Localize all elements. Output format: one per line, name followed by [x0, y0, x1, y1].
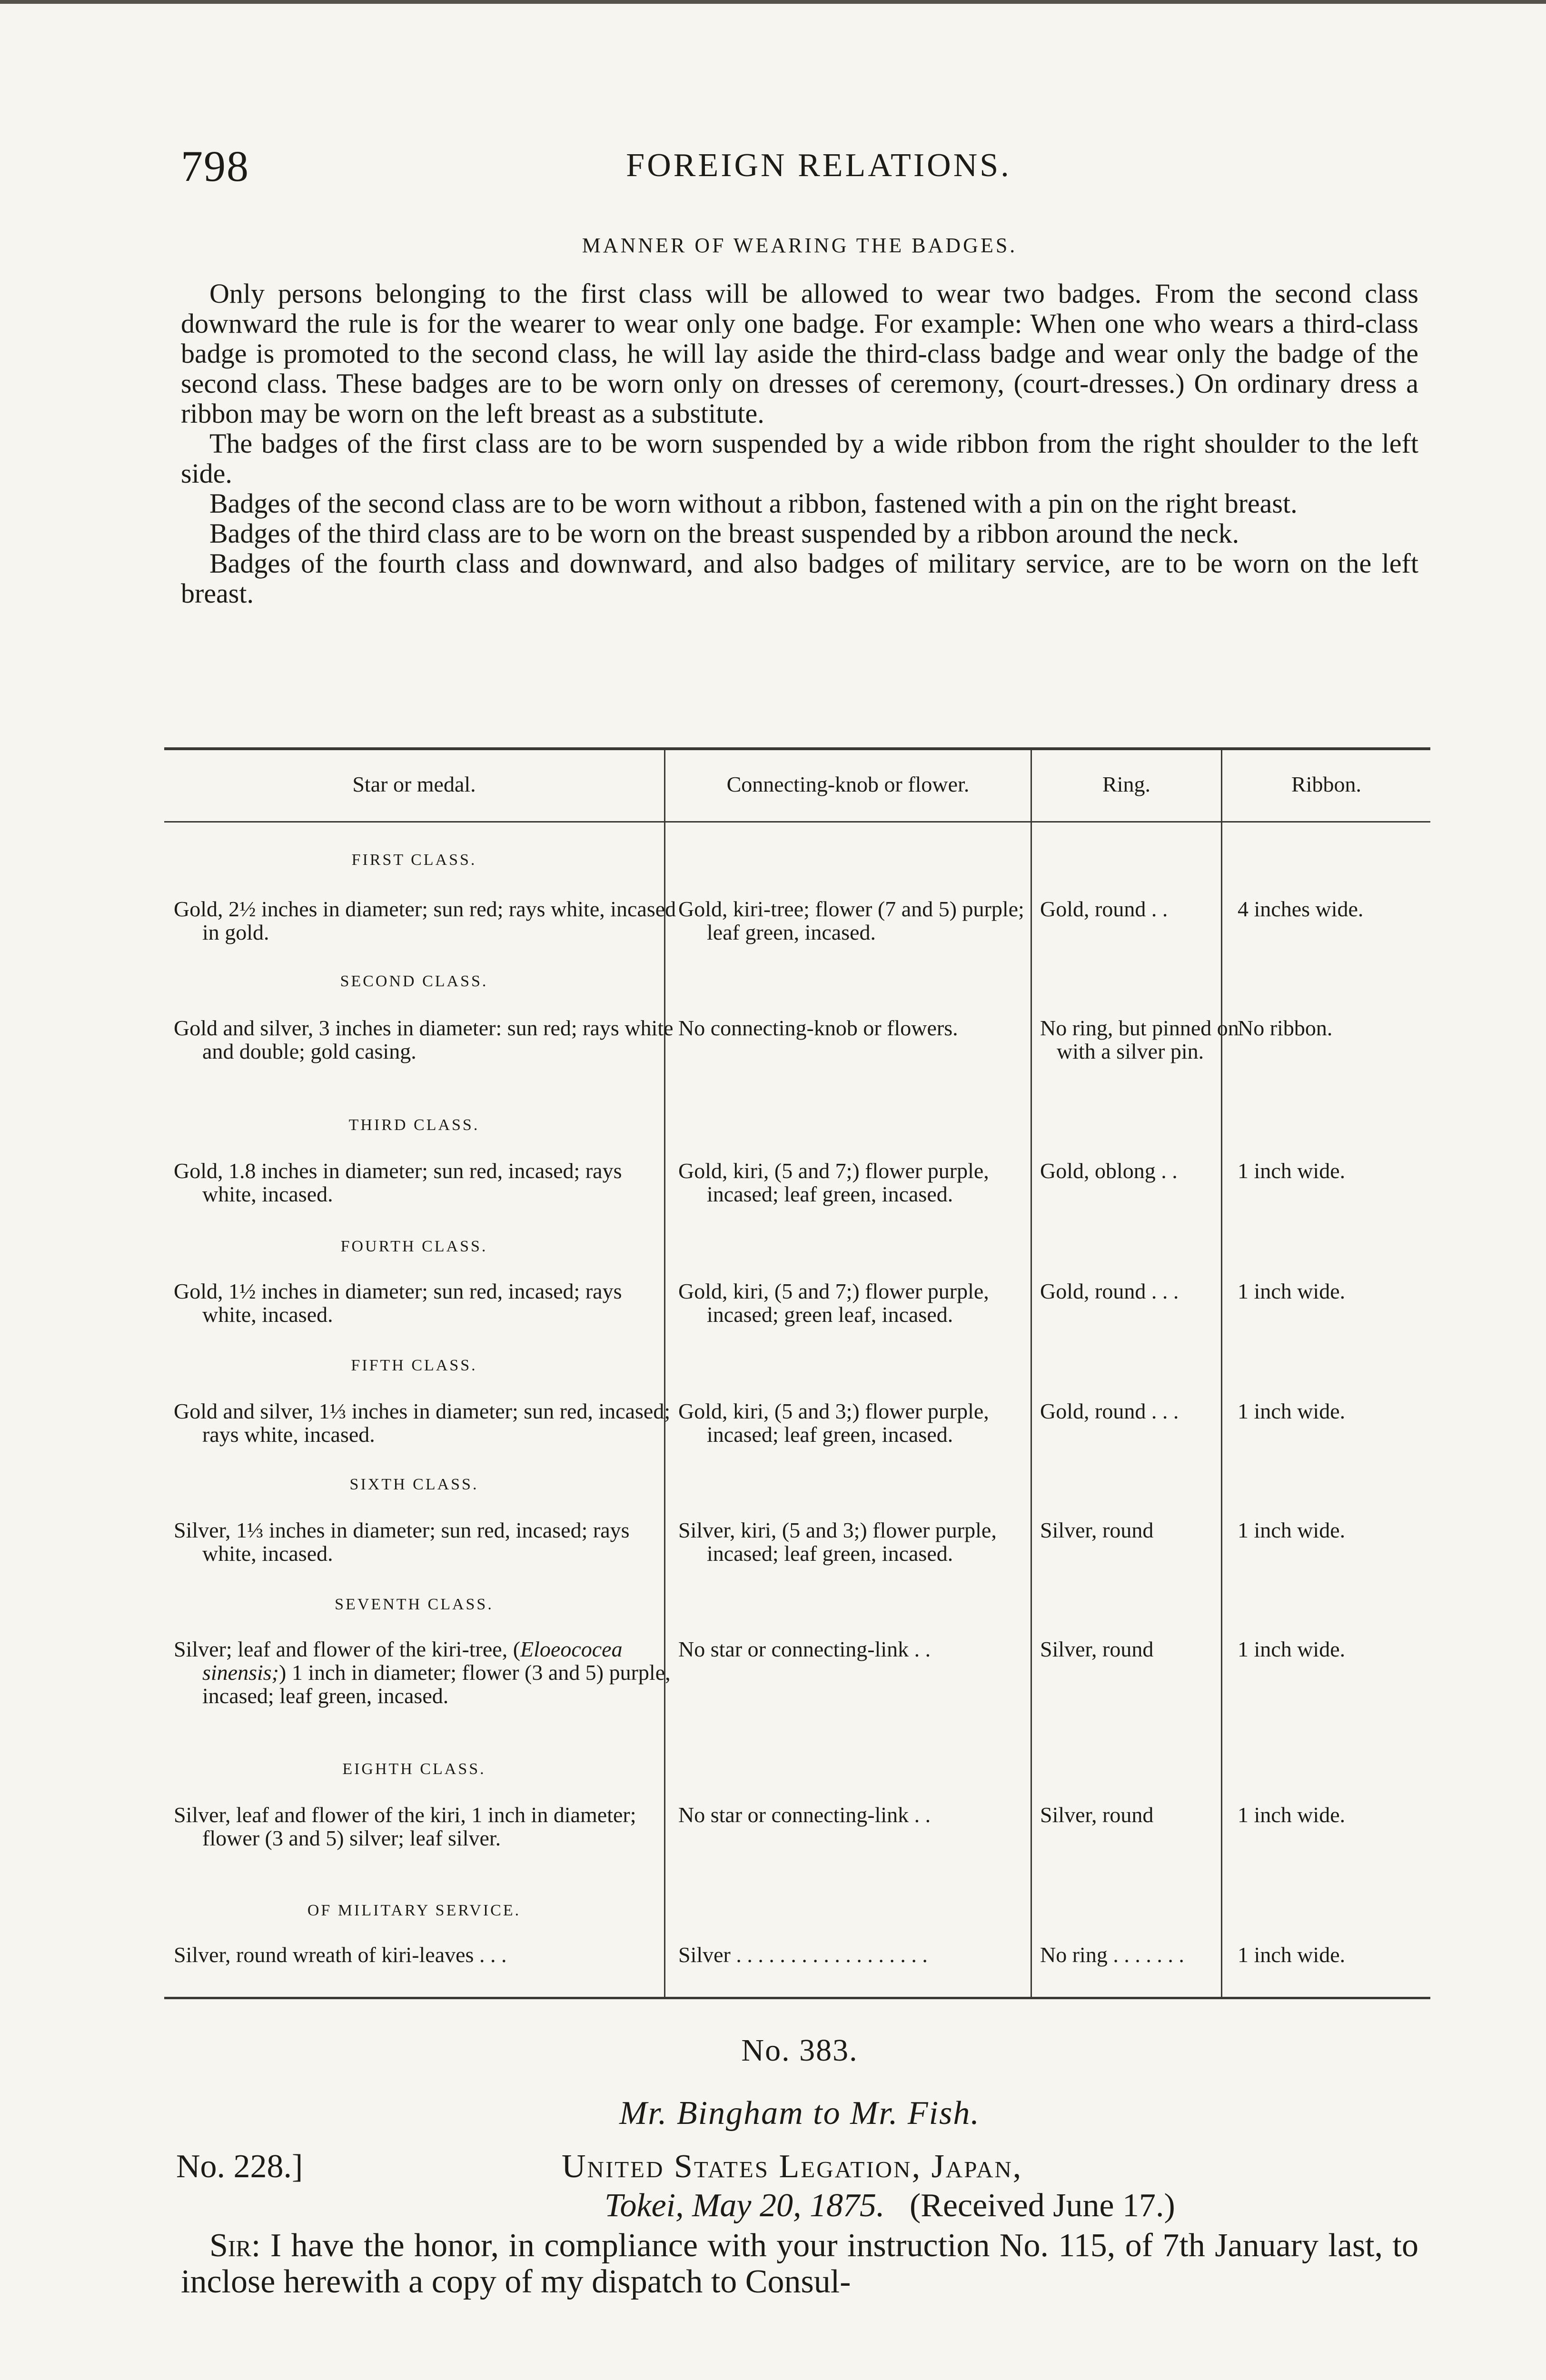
badge-table: [164, 747, 1430, 2009]
ring-cell: No ring, but pinned on with a silver pin.: [1040, 1016, 1239, 1063]
ring-cell: Gold, round . . .: [1040, 1399, 1179, 1423]
ring-cell: Silver, round: [1040, 1518, 1154, 1542]
table-header-rule: [164, 821, 1430, 823]
ribbon-cell: 1 inch wide.: [1238, 1399, 1346, 1423]
star-cell: Silver, round wreath of kiri-leaves . . .: [174, 1943, 507, 1967]
ring-cell: Silver, round: [1040, 1803, 1154, 1827]
star-cell: Gold and silver, 3 inches in diameter: sun red; rays white and double; gold casing.: [174, 1016, 674, 1063]
ribbon-cell: 1 inch wide.: [1238, 1637, 1346, 1661]
class-label: FIFTH CLASS.: [351, 1357, 477, 1374]
star-cell: Gold, 1½ inches in diameter; sun red, incased; rays white, incased.: [174, 1279, 622, 1327]
ring-cell: No ring . . . . . . .: [1040, 1943, 1184, 1967]
knob-cell: Silver . . . . . . . . . . . . . . . . . .: [678, 1943, 928, 1967]
body-paragraph: The badges of the first class are to be worn suspended by a wide ribbon from the right shoulder to the left side.: [181, 428, 1418, 489]
body-text: [181, 278, 1418, 608]
body-paragraph: Badges of the fourth class and downward, and also badges of military service, are to be worn on the left breast.: [181, 548, 1418, 609]
page-number: 798: [181, 142, 249, 190]
letter-title: Mr. Bingham to Mr. Fish.: [619, 2095, 980, 2132]
ribbon-cell: 1 inch wide.: [1238, 1803, 1346, 1827]
running-head: FOREIGN RELATIONS.: [626, 147, 1011, 184]
body-paragraph: Only persons belonging to the first class will be allowed to wear two badges. From the second class downward the rule is for the wearer to wear only one badge. For example: When one who wears a third-class badge is promoted to the second class, he will lay aside the third-class badge and wear only the badge of the second class. These badges are to be worn only on dresses of ceremony, (court-dresses.) On ordinary dress a ribbon may be worn on the left breast as a substitute.: [181, 278, 1418, 429]
class-label: THIRD CLASS.: [348, 1116, 480, 1134]
column-header-knob: Connecting-knob or flower.: [726, 772, 970, 796]
star-cell: Gold and silver, 1⅓ inches in diameter; sun red, incased; rays white, incased.: [174, 1399, 671, 1447]
ring-cell: Gold, oblong . .: [1040, 1159, 1178, 1183]
ring-cell: Silver, round: [1040, 1637, 1154, 1661]
class-label: SEVENTH CLASS.: [335, 1596, 494, 1613]
ring-cell: Gold, round . .: [1040, 897, 1168, 921]
star-cell: Silver, leaf and flower of the kiri, 1 inch in diameter; flower (3 and 5) silver; leaf silver.: [174, 1803, 636, 1850]
ring-cell: Gold, round . . .: [1040, 1279, 1179, 1303]
knob-cell: No connecting-knob or flowers.: [678, 1016, 958, 1040]
received-date: (Received June 17.): [909, 2187, 1175, 2224]
star-cell: Gold, 1.8 inches in diameter; sun red, incased; rays white, incased.: [174, 1159, 622, 1206]
page-header: [181, 141, 1418, 193]
column-header-ribbon: Ribbon.: [1291, 772, 1361, 796]
class-label: OF MILITARY SERVICE.: [307, 1902, 521, 1919]
class-label: SIXTH CLASS.: [349, 1476, 479, 1493]
star-cell: Silver, 1⅓ inches in diameter; sun red, incased; rays white, incased.: [174, 1518, 630, 1566]
ribbon-cell: 1 inch wide.: [1238, 1943, 1346, 1967]
knob-cell: Gold, kiri, (5 and 7;) flower purple, incased; green leaf, incased.: [678, 1279, 989, 1327]
body-paragraph: Badges of the second class are to be worn without a ribbon, fastened with a pin on the right breast.: [209, 488, 1298, 519]
ribbon-cell: No ribbon.: [1238, 1016, 1333, 1040]
legation-address: United States Legation, Japan,: [562, 2148, 1023, 2185]
column-header-ring: Ring.: [1102, 772, 1150, 796]
class-label: FIRST CLASS.: [351, 851, 477, 869]
ribbon-cell: 1 inch wide.: [1238, 1159, 1346, 1183]
star-cell: Gold, 2½ inches in diameter; sun red; rays white, incased in gold.: [174, 897, 676, 944]
salutation: Sir:: [209, 2227, 261, 2264]
knob-cell: Gold, kiri, (5 and 3;) flower purple, incased; leaf green, incased.: [678, 1399, 989, 1447]
place-date: Tokei, May 20, 1875.: [605, 2187, 885, 2224]
knob-cell: Gold, kiri, (5 and 7;) flower purple, incased; leaf green, incased.: [678, 1159, 989, 1206]
document-number: No. 383.: [741, 2033, 858, 2068]
class-label: FOURTH CLASS.: [340, 1238, 488, 1255]
page-top-rule: [0, 0, 1546, 4]
opening-text: I have the honor, in compliance with your instruction No. 115, of 7th January last, to inclose herewith a copy of my dispatch to Consul-: [181, 2227, 1419, 2300]
class-label: EIGHTH CLASS.: [342, 1760, 486, 1778]
ribbon-cell: 1 inch wide.: [1238, 1279, 1346, 1303]
star-cell: Silver; leaf and flower of the kiri-tree, (Eloeococea sinensis;) 1 inch in diameter; flower (3 and 5) purple, incased; leaf green, incased.: [174, 1637, 671, 1708]
knob-cell: No star or connecting-link . .: [678, 1637, 931, 1661]
class-label: SECOND CLASS.: [340, 972, 488, 990]
knob-cell: Gold, kiri-tree; flower (7 and 5) purple; leaf green, incased.: [678, 897, 1024, 944]
table-bottom-rule: [164, 1997, 1430, 1999]
section-title: MANNER OF WEARING THE BADGES.: [582, 234, 1018, 257]
knob-cell: No star or connecting-link . .: [678, 1803, 931, 1827]
column-header-star: Star or medal.: [352, 772, 476, 796]
dispatch-number: No. 228.]: [176, 2148, 303, 2185]
knob-cell: Silver, kiri, (5 and 3;) flower purple, incased; leaf green, incased.: [678, 1518, 997, 1566]
letter-opening: [181, 2228, 1418, 2300]
ribbon-cell: 4 inches wide.: [1238, 897, 1364, 921]
ribbon-cell: 1 inch wide.: [1238, 1518, 1346, 1542]
body-paragraph: Badges of the third class are to be worn on the breast suspended by a ribbon around the neck.: [209, 518, 1239, 549]
place-date-line: [605, 2187, 1175, 2225]
